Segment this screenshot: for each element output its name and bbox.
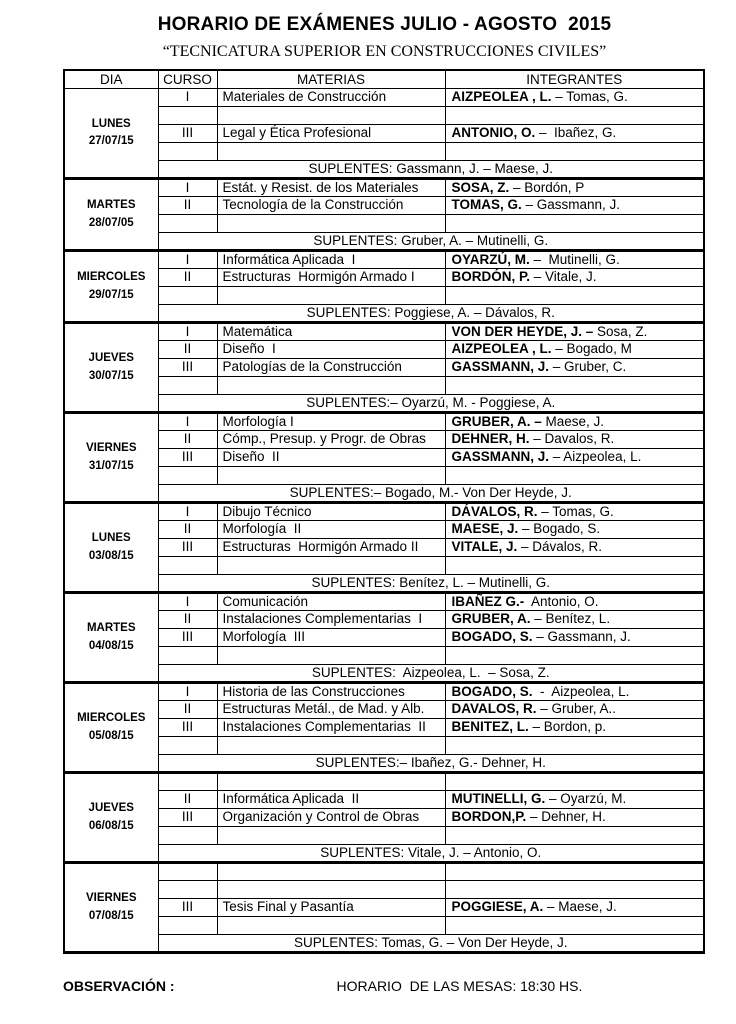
integrante-vocal: – Maese, J.	[543, 899, 617, 915]
table-row	[64, 719, 704, 737]
curso-cell	[158, 863, 217, 881]
integrantes-cell	[445, 503, 704, 521]
curso-cell	[158, 215, 217, 233]
day-name: LUNES	[91, 532, 131, 545]
materia-cell: Estát. y Resist. de los Materiales	[217, 179, 445, 197]
integrante-vocal: – Gruber, A..	[536, 701, 617, 717]
table-row	[64, 503, 704, 521]
curso-cell	[158, 827, 217, 845]
materia-cell	[217, 377, 445, 395]
table-row	[64, 827, 704, 845]
materia-cell: Patologías de la Construcción	[217, 359, 445, 377]
materia-cell: Informática Aplicada II	[217, 791, 445, 809]
integrante-titular: VON DER HEYDE, J. –	[451, 323, 594, 339]
materia-cell: Estructuras Metál., de Mad. y Alb.	[217, 701, 445, 719]
integrante-titular: AIZPEOLEA , L.	[451, 341, 552, 357]
curso-cell: I	[158, 179, 217, 197]
page-footer	[63, 978, 706, 994]
materia-cell: Diseño II	[217, 449, 445, 467]
integrante-vocal: – Tomas, G.	[551, 89, 628, 105]
curso-cell	[158, 917, 217, 935]
integrante-titular: BENITEZ, L.	[451, 719, 529, 735]
table-row	[64, 143, 704, 161]
materia-cell: Estructuras Hormigón Armado II	[217, 539, 445, 557]
table-row	[64, 287, 704, 305]
table-row	[64, 863, 704, 881]
materia-cell: Morfología II	[217, 521, 445, 539]
integrantes-cell	[445, 413, 704, 431]
day-block	[64, 89, 704, 179]
day-date: 06/08/15	[88, 819, 134, 832]
materia-cell	[217, 737, 445, 755]
materia-cell: Informática Aplicada I	[217, 251, 445, 269]
materia-cell: Matemática	[217, 323, 445, 341]
materia-cell	[217, 287, 445, 305]
curso-cell: II	[158, 701, 217, 719]
table-row	[64, 413, 704, 431]
materia-cell: Tesis Final y Pasantía	[217, 899, 445, 917]
table-row	[64, 377, 704, 395]
integrantes-cell	[445, 323, 704, 341]
suplentes-cell: SUPLENTES: Gassmann, J. – Maese, J.	[158, 161, 704, 179]
integrantes-cell	[445, 431, 704, 449]
day-cell	[64, 863, 158, 953]
curso-cell	[158, 881, 217, 899]
suplentes-row	[64, 233, 704, 251]
day-block	[64, 413, 704, 503]
table-row	[64, 179, 704, 197]
materia-cell: Comunicación	[217, 593, 445, 611]
integrante-titular: POGGIESE, A.	[451, 899, 544, 915]
curso-cell: II	[158, 611, 217, 629]
integrante-vocal: – Mutinelli, G.	[529, 251, 620, 267]
curso-cell: I	[158, 683, 217, 701]
day-name: LUNES	[91, 117, 131, 130]
materia-cell	[217, 917, 445, 935]
curso-cell: III	[158, 629, 217, 647]
curso-cell: III	[158, 539, 217, 557]
table-row	[64, 467, 704, 485]
day-date: 29/07/15	[88, 288, 134, 301]
table-row	[64, 701, 704, 719]
suplentes-row	[64, 845, 704, 863]
integrantes-cell	[445, 341, 704, 359]
table-row	[64, 521, 704, 539]
materia-cell: Materiales de Construcción	[217, 89, 445, 107]
day-block	[64, 323, 704, 413]
suplentes-cell: SUPLENTES: Gruber, A. – Mutinelli, G.	[158, 233, 704, 251]
table-row	[64, 809, 704, 827]
curso-cell: III	[158, 359, 217, 377]
suplentes-cell: SUPLENTES: Vitale, J. – Antonio, O.	[158, 845, 704, 863]
table-row	[64, 683, 704, 701]
integrante-vocal: – Bogado, S.	[518, 521, 601, 537]
table-row	[64, 197, 704, 215]
suplentes-cell: SUPLENTES: Aizpeolea, L. – Sosa, Z.	[158, 665, 704, 683]
integrantes-cell	[445, 917, 704, 935]
table-row	[64, 899, 704, 917]
curso-cell	[158, 467, 217, 485]
integrante-titular: MUTINELLI, G.	[451, 791, 546, 807]
materia-cell: Organización y Control de Obras	[217, 809, 445, 827]
materia-cell: Instalaciones Complementarias I	[217, 611, 445, 629]
materia-cell: Cómp., Presup. y Progr. de Obras	[217, 431, 445, 449]
curso-cell	[158, 647, 217, 665]
integrantes-cell	[445, 107, 704, 125]
materia-cell	[217, 557, 445, 575]
integrantes-cell	[445, 179, 704, 197]
day-block	[64, 773, 704, 863]
materia-cell	[217, 863, 445, 881]
table-row	[64, 89, 704, 107]
integrantes-cell	[445, 899, 704, 917]
integrantes-cell	[445, 215, 704, 233]
integrante-vocal: – Dávalos, R.	[517, 539, 603, 555]
curso-cell: II	[158, 197, 217, 215]
integrantes-cell	[445, 467, 704, 485]
day-block	[64, 179, 704, 251]
table-row	[64, 647, 704, 665]
table-row	[64, 917, 704, 935]
integrantes-cell	[445, 539, 704, 557]
table-row	[64, 125, 704, 143]
integrante-vocal: – Davalos, R.	[529, 431, 615, 447]
curso-cell: II	[158, 269, 217, 287]
table-row	[64, 107, 704, 125]
table-row	[64, 611, 704, 629]
day-date: 03/08/15	[88, 549, 134, 562]
integrantes-cell	[445, 791, 704, 809]
integrantes-cell	[445, 89, 704, 107]
curso-cell: III	[158, 719, 217, 737]
integrante-titular: AIZPEOLEA , L.	[451, 89, 552, 105]
integrantes-cell	[445, 557, 704, 575]
suplentes-row	[64, 161, 704, 179]
integrante-titular: TOMAS, G.	[451, 197, 522, 213]
integrantes-cell	[445, 629, 704, 647]
integrante-vocal: – Oyarzú, M.	[545, 791, 627, 807]
integrante-vocal: – Bogado, M	[551, 341, 632, 357]
integrante-titular: VITALE, J.	[451, 539, 518, 555]
curso-cell: I	[158, 503, 217, 521]
curso-cell	[158, 377, 217, 395]
day-cell	[64, 593, 158, 683]
suplentes-row	[64, 755, 704, 773]
integrantes-cell	[445, 611, 704, 629]
integrantes-cell	[445, 251, 704, 269]
materia-cell	[217, 827, 445, 845]
day-cell	[64, 89, 158, 179]
integrante-titular: GRUBER, A.	[451, 611, 531, 627]
curso-cell: I	[158, 413, 217, 431]
integrante-vocal: Maese, J.	[541, 413, 605, 429]
suplentes-cell: SUPLENTES: Benítez, L. – Mutinelli, G.	[158, 575, 704, 593]
integrante-vocal: – Bordon, p.	[528, 719, 607, 735]
horario-mesas-text: HORARIO DE LAS MESAS: 18:30 HS.	[336, 978, 583, 994]
exam-schedule-table	[63, 69, 705, 954]
curso-cell	[158, 143, 217, 161]
integrantes-cell	[445, 359, 704, 377]
materia-cell: Legal y Ética Profesional	[217, 125, 445, 143]
materia-cell: Dibujo Técnico	[217, 503, 445, 521]
integrantes-cell	[445, 683, 704, 701]
integrantes-cell	[445, 863, 704, 881]
integrante-titular: MAESE, J.	[451, 521, 519, 537]
curso-cell	[158, 737, 217, 755]
integrante-vocal: – Aizpeolea, L.	[549, 449, 642, 465]
table-row	[64, 323, 704, 341]
page-subtitle: “TECNICATURA SUPERIOR EN CONSTRUCCIONES CIVILES”	[162, 43, 607, 60]
integrantes-cell	[445, 449, 704, 467]
table-row	[64, 269, 704, 287]
integrantes-cell	[445, 881, 704, 899]
table-row	[64, 539, 704, 557]
curso-cell: I	[158, 251, 217, 269]
integrante-vocal: Antonio, O.	[524, 593, 599, 609]
day-name: JUEVES	[88, 802, 134, 815]
day-block	[64, 251, 704, 323]
integrante-titular: BOGADO, S.	[451, 629, 533, 645]
curso-cell: III	[158, 809, 217, 827]
integrante-vocal: – Gruber, C.	[549, 359, 627, 375]
curso-cell	[158, 773, 217, 791]
integrante-titular: DAVALOS, R.	[451, 701, 537, 717]
day-name: VIERNES	[86, 892, 137, 905]
integrante-titular: GRUBER, A. –	[451, 413, 542, 429]
materia-cell	[217, 107, 445, 125]
suplentes-cell: SUPLENTES: Poggiese, A. – Dávalos, R.	[158, 305, 704, 323]
integrante-titular: GASSMANN, J.	[451, 359, 550, 375]
col-header-integrantes: INTEGRANTES	[445, 70, 704, 89]
materia-cell	[217, 143, 445, 161]
table-row	[64, 449, 704, 467]
curso-cell	[158, 557, 217, 575]
materia-cell	[217, 881, 445, 899]
day-date: 05/08/15	[88, 729, 134, 742]
materia-cell	[217, 647, 445, 665]
integrante-titular: SOSA, Z.	[451, 179, 510, 195]
integrante-titular: BOGADO, S.	[451, 683, 533, 699]
suplentes-row	[64, 395, 704, 413]
day-cell	[64, 413, 158, 503]
integrantes-cell	[445, 521, 704, 539]
integrantes-cell	[445, 197, 704, 215]
integrante-titular: BORDON,P.	[451, 809, 527, 825]
suplentes-cell: SUPLENTES:– Ibañez, G.- Dehner, H.	[158, 755, 704, 773]
materia-cell	[217, 215, 445, 233]
curso-cell: II	[158, 791, 217, 809]
suplentes-row	[64, 305, 704, 323]
curso-cell: III	[158, 899, 217, 917]
day-block	[64, 503, 704, 593]
curso-cell: III	[158, 449, 217, 467]
day-block	[64, 683, 704, 773]
observacion-label: OBSERVACIÓN :	[63, 978, 175, 994]
day-cell	[64, 683, 158, 773]
day-block	[64, 863, 704, 953]
integrantes-cell	[445, 737, 704, 755]
materia-cell: Instalaciones Complementarias II	[217, 719, 445, 737]
table-row	[64, 791, 704, 809]
day-cell	[64, 251, 158, 323]
integrante-titular: OYARZÚ, M.	[451, 251, 530, 267]
table-row	[64, 431, 704, 449]
curso-cell	[158, 287, 217, 305]
integrantes-cell	[445, 647, 704, 665]
header-row	[64, 70, 704, 89]
day-cell	[64, 503, 158, 593]
day-date: 07/08/15	[88, 909, 134, 922]
integrante-vocal: – Benítez, L.	[530, 611, 611, 627]
integrante-vocal: - Aizpeolea, L.	[532, 683, 630, 699]
day-block	[64, 593, 704, 683]
materia-cell: Tecnología de la Construcción	[217, 197, 445, 215]
integrantes-cell	[445, 593, 704, 611]
integrantes-cell	[445, 125, 704, 143]
integrante-titular: BORDÓN, P.	[451, 269, 531, 285]
table-row	[64, 773, 704, 791]
curso-cell: I	[158, 323, 217, 341]
col-header-curso: CURSO	[158, 70, 217, 89]
materia-cell: Morfología I	[217, 413, 445, 431]
integrantes-cell	[445, 287, 704, 305]
curso-cell: I	[158, 593, 217, 611]
materia-cell: Historia de las Construcciones	[217, 683, 445, 701]
suplentes-cell: SUPLENTES:– Oyarzú, M. - Poggiese, A.	[158, 395, 704, 413]
materia-cell: Morfología III	[217, 629, 445, 647]
day-date: 04/08/15	[88, 639, 134, 652]
integrante-titular: ANTONIO, O.	[451, 125, 536, 141]
suplentes-row	[64, 935, 704, 953]
day-cell	[64, 179, 158, 251]
integrantes-cell	[445, 773, 704, 791]
day-name: MIERCOLES	[77, 271, 146, 284]
integrante-titular: DÁVALOS, R.	[451, 503, 538, 519]
materia-cell: Diseño I	[217, 341, 445, 359]
table-row	[64, 251, 704, 269]
day-cell	[64, 773, 158, 863]
curso-cell	[158, 107, 217, 125]
curso-cell: II	[158, 341, 217, 359]
materia-cell	[217, 467, 445, 485]
integrante-vocal: – Gassmann, J.	[521, 197, 621, 213]
integrantes-cell	[445, 827, 704, 845]
day-date: 27/07/15	[88, 135, 134, 147]
table-row	[64, 341, 704, 359]
table-row	[64, 593, 704, 611]
table-row	[64, 557, 704, 575]
curso-cell: II	[158, 521, 217, 539]
page-title: HORARIO DE EXÁMENES JULIO - AGOSTO 2015	[157, 14, 612, 35]
day-cell	[64, 323, 158, 413]
table-row	[64, 359, 704, 377]
suplentes-cell: SUPLENTES:– Bogado, M.- Von Der Heyde, J.	[158, 485, 704, 503]
integrante-titular: GASSMANN, J.	[451, 449, 550, 465]
table-row	[64, 215, 704, 233]
day-name: MARTES	[86, 622, 136, 635]
integrante-vocal: – Ibañez, G.	[535, 125, 617, 141]
integrante-vocal: – Bordón, P	[509, 179, 585, 195]
day-date: 28/07/05	[88, 216, 134, 229]
suplentes-row	[64, 665, 704, 683]
col-header-dia: DIA	[64, 70, 158, 89]
suplentes-row	[64, 575, 704, 593]
curso-cell: III	[158, 125, 217, 143]
day-name: MIERCOLES	[77, 712, 146, 725]
integrante-titular: IBAÑEZ G.-	[451, 593, 525, 609]
integrante-titular: DEHNER, H.	[451, 431, 530, 447]
day-date: 30/07/15	[88, 369, 134, 382]
col-header-materias: MATERIAS	[217, 70, 445, 89]
materia-cell: Estructuras Hormigón Armado I	[217, 269, 445, 287]
curso-cell: II	[158, 431, 217, 449]
integrante-vocal: – Dehner, H.	[526, 809, 606, 825]
table-row	[64, 881, 704, 899]
day-name: MARTES	[86, 199, 136, 212]
integrante-vocal: Sosa, Z.	[593, 323, 648, 339]
suplentes-row	[64, 485, 704, 503]
curso-cell: I	[158, 89, 217, 107]
materia-cell	[217, 773, 445, 791]
integrante-vocal: – Vitale, J.	[530, 269, 597, 285]
day-name: VIERNES	[86, 442, 137, 455]
table-header	[64, 70, 704, 89]
table-row	[64, 629, 704, 647]
day-name: JUEVES	[88, 352, 134, 365]
suplentes-cell: SUPLENTES: Tomas, G. – Von Der Heyde, J.	[158, 935, 704, 953]
integrante-vocal: – Tomas, G.	[537, 503, 614, 519]
integrantes-cell	[445, 269, 704, 287]
integrantes-cell	[445, 809, 704, 827]
table-row	[64, 737, 704, 755]
integrantes-cell	[445, 719, 704, 737]
integrantes-cell	[445, 701, 704, 719]
integrante-vocal: – Gassmann, J.	[532, 629, 631, 645]
integrantes-cell	[445, 377, 704, 395]
integrantes-cell	[445, 143, 704, 161]
day-date: 31/07/15	[88, 459, 134, 472]
